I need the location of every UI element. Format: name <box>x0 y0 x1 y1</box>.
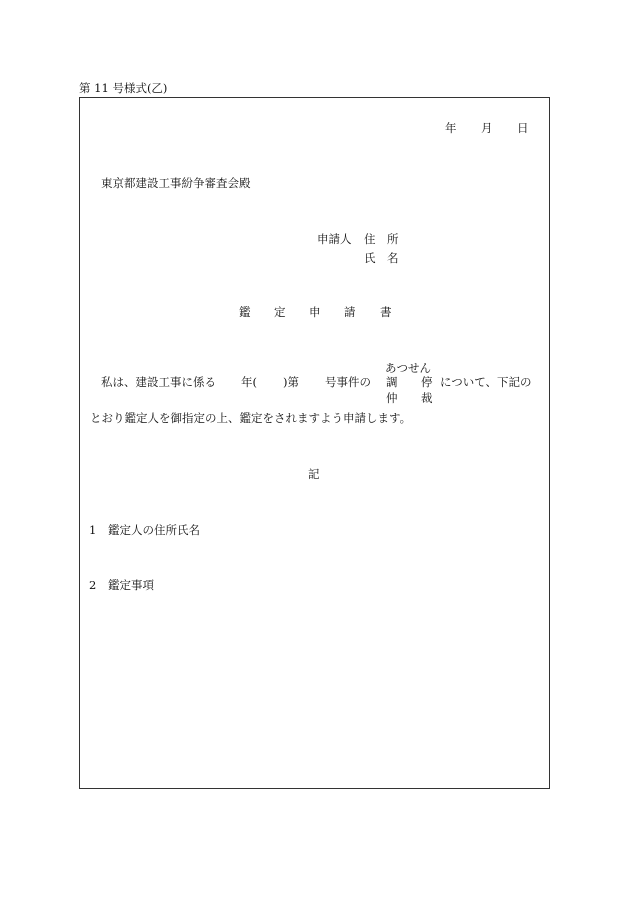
applicant-label: 申請人 <box>317 232 352 246</box>
item-2-number: 2 <box>89 578 97 592</box>
date-year-label: 年 <box>445 121 457 135</box>
date-month-label: 月 <box>481 121 493 135</box>
name-label-char-1: 氏 <box>364 251 376 265</box>
choice-chotei-char-2: 停 <box>421 375 433 389</box>
date-day-label: 日 <box>517 121 529 135</box>
ruby-assen: あつせん <box>385 361 431 375</box>
body-year-paren: 年( <box>241 375 257 389</box>
choice-chotei-char-1: 調 <box>386 375 398 389</box>
item-1-label: 鑑定人の住所氏名 <box>108 523 200 537</box>
body-line1-prefix: 私は、建設工事に係る <box>101 375 216 389</box>
body-line1-suffix: について、下記の <box>440 375 532 389</box>
title-char-1: 鑑 <box>239 305 251 319</box>
choice-chusai-char-2: 裁 <box>421 391 433 405</box>
title-char-3: 申 <box>309 305 321 319</box>
addressee: 東京都建設工事紛争審査会殿 <box>101 176 251 190</box>
body-line2: とおり鑑定人を御指定の上、鑑定をされますよう申請します。 <box>90 411 412 425</box>
body-case-suffix: 号事件の <box>325 375 371 389</box>
ki-heading: 記 <box>308 467 320 481</box>
body-close-paren-dai: )第 <box>283 375 299 389</box>
title-char-2: 定 <box>274 305 286 319</box>
item-2-label: 鑑定事項 <box>108 578 154 592</box>
address-label-char-1: 住 <box>364 232 376 246</box>
name-label-char-2: 名 <box>387 251 399 265</box>
title-char-5: 書 <box>380 305 392 319</box>
address-label-char-2: 所 <box>387 232 399 246</box>
title-char-4: 請 <box>344 305 356 319</box>
form-number: 第 11 号様式(乙) <box>79 81 168 95</box>
form-frame <box>79 97 550 789</box>
choice-chusai-char-1: 仲 <box>386 391 398 405</box>
item-1-number: 1 <box>89 523 97 537</box>
